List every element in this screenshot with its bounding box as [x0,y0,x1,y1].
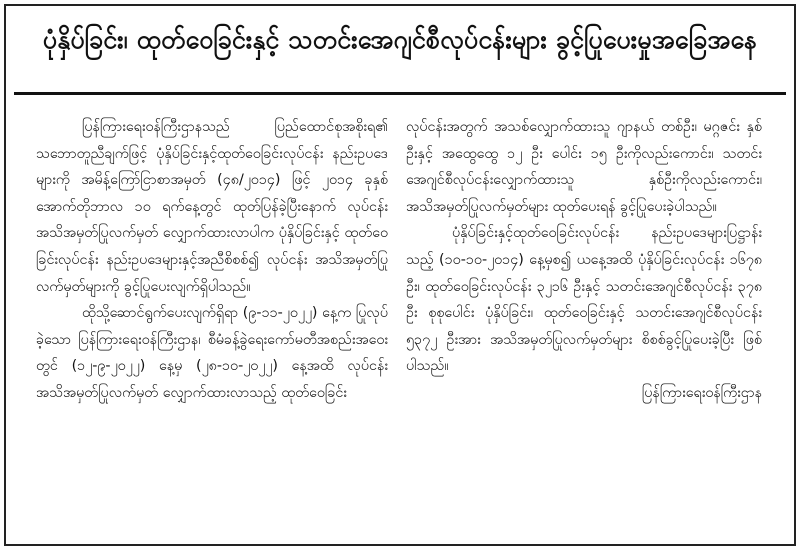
issuer-signature: ပြန်ကြားရေးဝန်ကြီးဌာန [641,384,762,401]
right-paragraph-2: ပုံနှိပ်ခြင်းနှင့်ထုတ်ဝေခြင်းလုပ်ငန်း နည်းဥပဒေများပြဋ္ဌာန်းသည့် (၁၀-၁၀-၂၀၁၄) နေ့မှစ၍ ယနေ့အထိ ပုံနှိပ်ခြင်းလုပ်ငန်း ၁၆၇၈ ဦး၊ ထုတ်ဝေခြင်းလုပ်ငန်း ၃၂၁၆ ဦးနှင့် သတင်းအေဂျင်စီလုပ်ငန်း ၃၇၈ ဦး စုစုပေါင်း ပုံနှိပ်ခြင်း၊ ထုတ်ဝေခြင်းနှင့် သတင်းအေဂျင်စီလုပ်ငန်း ၅၃၇၂ ဦးအား အသိအမှတ်ပြုလက်မှတ်များ စိစစ်ခွင့်ပြုပေးခဲ့ပြီး ဖြစ်ပါသည်။ [406,225,762,375]
headline-divider [14,92,786,95]
left-column [36,114,388,407]
right-column [406,114,762,407]
right-paragraph-1: လုပ်ငန်းအတွက် အသစ်လျှောက်ထားသူ ဂျာနယ် တစ်ဦး၊ မဂ္ဂဇင်း နှစ်ဦးနှင့် အထွေထွေ ၁၂ ဦး ပေါင်း ၁၅ ဦးကိုလည်းကောင်း၊ သတင်းအေဂျင်စီလုပ်ငန်းလျှောက်ထားသူ နှစ်ဦးကိုလည်းကောင်း၊ အသိအမှတ်ပြုလက်မှတ်များ ထုတ်ပေးရန် ခွင့်ပြုပေးခဲ့ပါသည်။ [406,119,762,215]
left-paragraph-2: ထိုသို့ဆောင်ရွက်ပေးလျက်ရှိရာ (၉-၁၁-၂၀၂၂) နေ့က ပြုလုပ်ခဲ့သော ပြန်ကြားရေးဝန်ကြီးဌာန၊ စီမံခန့်ခွဲရေးကော်မတီအစည်းအဝေးတွင် (၁၂-၉-၂၀၂၂) နေ့မှ (၂၈-၁၀-၂၀၂၂) နေ့အထိ လုပ်ငန်း အသိအမှတ်ပြုလက်မှတ် လျှောက်ထားလာသည့် ထုတ်ဝေခြင်း [36,305,388,401]
headline: ပုံနှိပ်ခြင်း၊ ထုတ်ဝေခြင်းနှင့် သတင်းအေဂျင်စီလုပ်ငန်းများ ခွင့်ပြုပေးမှုအခြေအနေ [42,25,758,54]
left-paragraph-1: ပြန်ကြားရေးဝန်ကြီးဌာနသည် ပြည်ထောင်စုအစိုးရ၏ သဘောတူညီချက်ဖြင့် ပုံနှိပ်ခြင်းနှင့်ထုတ်ဝေခြင်းလုပ်ငန်း နည်းဥပဒေများကို အမိန့်ကြော်ငြာစာအမှတ် (၄၈/၂၀၁၄) ဖြင့် ၂၀၁၄ ခုနှစ် အောက်တိုဘာလ ၁၀ ရက်နေ့တွင် ထုတ်ပြန်ခဲ့ပြီးနောက် လုပ်ငန်းအသိအမှတ်ပြုလက်မှတ် လျှောက်ထားလာပါက ပုံနှိပ်ခြင်းနှင့် ထုတ်ဝေခြင်းလုပ်ငန်း နည်းဥပဒေများနှင့်အညီစိစစ်၍ လုပ်ငန်း အသိအမှတ်ပြုလက်မှတ်များကို ခွင့်ပြုပေးလျက်ရှိပါသည်။ [36,119,388,295]
